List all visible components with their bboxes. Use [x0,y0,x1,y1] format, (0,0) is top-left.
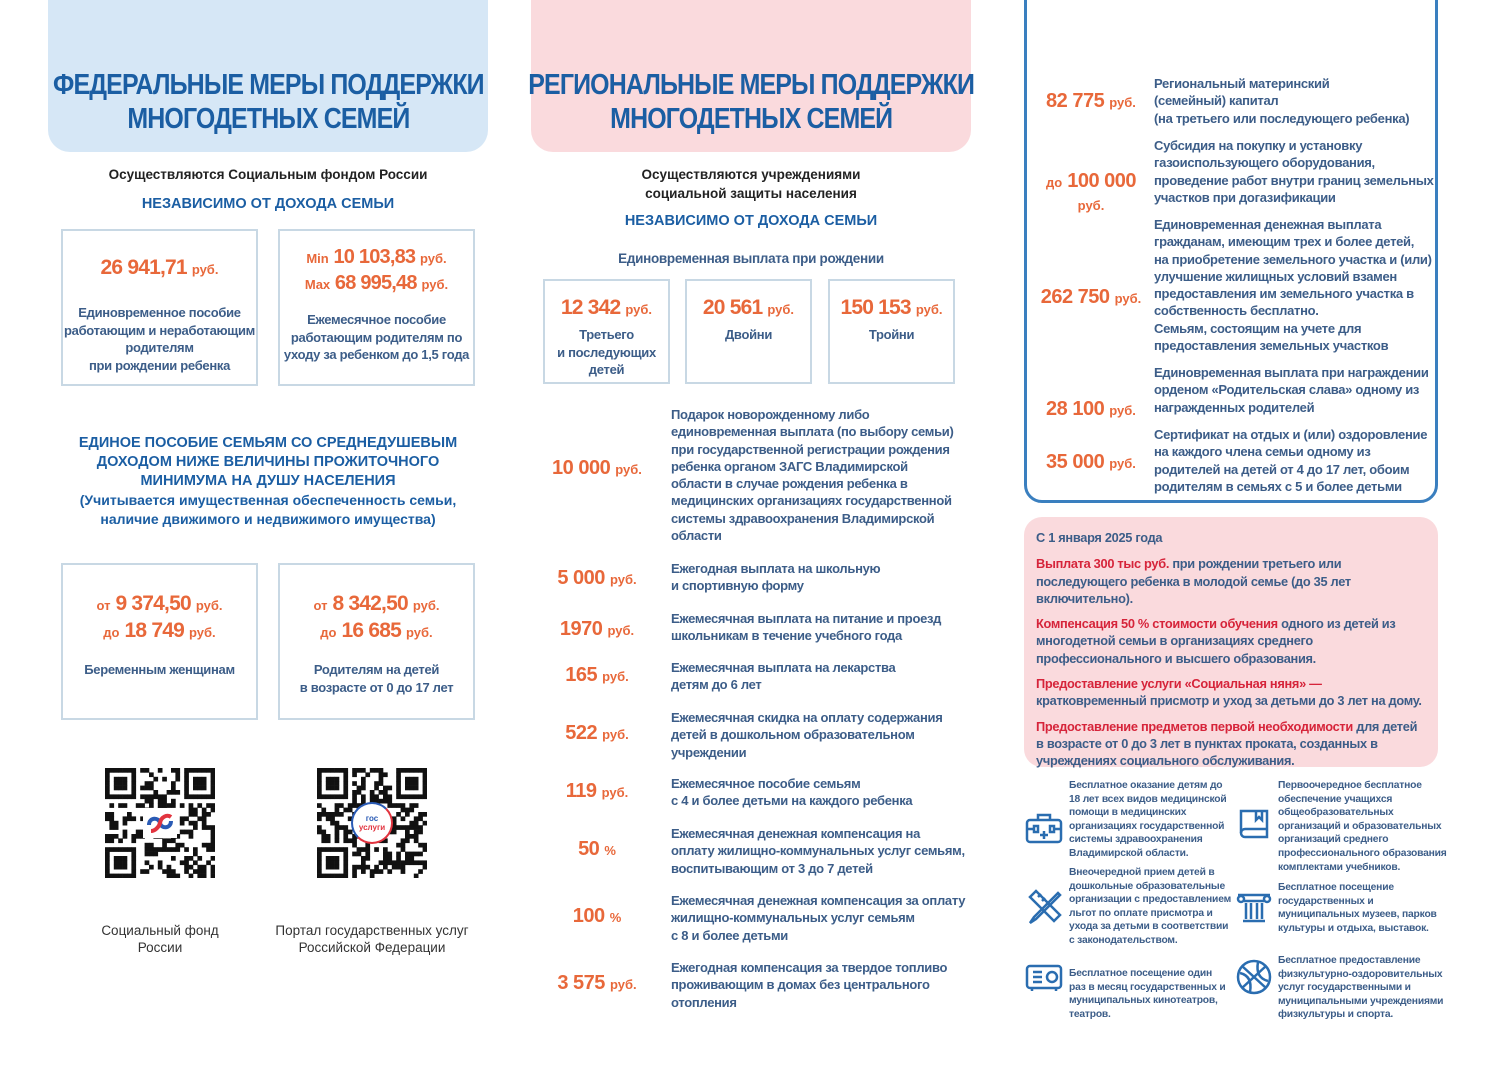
benefit-description: Единовременное пособие работающим и неработающим родителям при рождении ребенка [64,305,255,373]
federal-title: ФЕДЕРАЛЬНЫЕ МЕРЫ ПОДДЕРЖКИ МНОГОДЕТНЫХ СЕМЕЙ [52,69,484,135]
unified-benefit-box [61,563,258,720]
qr-code-sfr[interactable] [105,768,215,878]
measure-description: Ежегодная выплата на школьную и спортивную форму [671,561,881,594]
regional-provider: Осуществляются учреждениями социальной защиты населения [641,167,861,201]
benefit-amount: 26 941,71 руб. [100,256,219,279]
federal-header [48,0,488,152]
measure-amount: 50 % [578,838,616,860]
measure-description: Региональный материнский (семейный) капитал (на третьего или последующего ребенка) [1154,76,1410,126]
measure-amount: 1970 руб. [559,618,635,640]
projector-icon [1024,957,1064,997]
news-item: Предоставление предметов первой необходимости для детей в возрасте от 0 до 3 лет в пунктах проката, созданных в учреждениях социального обслуживания. [1036,718,1418,769]
amount-from: от 9 374,50 руб. [96,592,223,615]
measure-description: Сертификат на отдых и (или) оздоровление на каждого члена семьи одному из родителей на детей от 4 до 17 лет, обоим родителям в семьях с 5 и более детьми [1154,427,1428,494]
benefit-description: Беременным женщинам [84,662,235,677]
measure-amount: 119 руб. [565,780,629,802]
measure-description: Ежемесячная выплата на лекарства детям до 6 лет [671,660,896,693]
regional-title: РЕГИОНАЛЬНЫЕ МЕРЫ ПОДДЕРЖКИ МНОГОДЕТНЫХ СЕМЕЙ [528,69,974,135]
amount-to: до 16 685 руб. [320,619,433,642]
measure-description: Ежемесячная денежная компенсация на оплату жилищно-коммунальных услуг семьям, воспитывающим от 3 до 7 детей [671,826,965,876]
measure-description: Единовременная выплата при награждении орденом «Родительская слава» одному из награжденных родителей [1154,365,1429,415]
birth-amount: 20 561 руб. [702,296,795,319]
measure-description: Единовременная денежная выплата гражданам, имеющим трех и более детей, на приобретение земельного участка и (или) улучшение жилищных условий взамен предоставления им земельного участка в собственность бесплатно. Семьям, состоящим на учете для предоставления земельных участков [1154,217,1432,354]
benefit-text: Бесплатное посещение государственных и муниципальных музеев, парков культуры и отдыха, выставок. [1278,882,1437,934]
federal-provider: Осуществляются Социальным фондом России [108,167,428,182]
measure-amount: до 100 000 руб. [1045,170,1137,213]
news-item: Компенсация 50 % стоимости обучения одного из детей из многодетной семьи в организациях среднего профессионального и высшего образования. [1036,616,1396,666]
measure-description: Подарок новорожденному либо единовременная выплата (по выбору семьи) при государственной регистрации рождения ребенка органом ЗАГС Владимирской области в случае рождения ребенка в медицинских организациях государственной системы здравоохранения Владимирской области [671,407,954,544]
measure-amount: 5 000 руб. [557,567,637,589]
measure-description: Субсидия на покупку и установку газоиспользующего оборудования, проведение работ внутри границ земельных участков при догазификации [1154,138,1434,205]
measure-amount: 262 750 руб. [1040,286,1142,308]
measure-amount: 28 100 руб. [1046,398,1136,420]
measure-description: Ежемесячная выплата на питание и проезд школьникам в течение учебного года [671,611,942,644]
birth-payment-title: Единовременная выплата при рождении [618,251,884,266]
measure-description: Ежегодная компенсация за твердое топливо проживающим в домах без центрального отопления [671,960,948,1010]
news-item: Выплата 300 тыс руб. при рождении третьего или последующего ребенка в молодой семье (до 35 лет включительно). [1036,556,1351,606]
measure-amount: 82 775 руб. [1046,90,1136,112]
birth-payment-box [543,279,670,384]
news-heading: С 1 января 2025 года [1036,530,1163,545]
federal-benefit-box [61,229,258,386]
regional-income-note: НЕЗАВИСИМО ОТ ДОХОДА СЕМЬИ [624,213,878,229]
measure-amount: 10 000 руб. [552,457,642,479]
birth-amount: 12 342 руб. [560,296,653,319]
measure-description: Ежемесячная скидка на оплату содержания детей в дошкольном образовательном учреждении [671,710,943,760]
amount-to: до 18 749 руб. [103,619,216,642]
birth-label: Тройни [868,327,915,342]
ruler-pencil-icon [1024,887,1064,927]
federal-benefit-box [278,229,475,386]
birth-label: Третьего и последующих детей [557,327,656,377]
medical-kit-icon [1024,807,1064,847]
qr-caption-gosuslugi: Портал государственных услуг Российской Федерации [275,923,469,955]
benefit-text: Бесплатное посещение один раз в месяц государственных и муниципальных кинотеатров, театров. [1069,968,1226,1020]
measure-amount: 165 руб. [565,664,629,686]
news-item: Предоставление услуги «Социальная няня» — кратковременный присмотр и уход за детьми до 3 лет на дому. [1036,676,1422,709]
news-2025-box [1024,517,1438,767]
measure-description: Ежемесячное пособие семьям с 4 и более детьми на каждого ребенка [671,776,913,809]
benefit-text: Бесплатное предоставление физкультурно-оздоровительных услуг государственными и муниципальными учреждениями физкультуры и спорта. [1278,955,1444,1021]
unified-benefit-title: ЕДИНОЕ ПОСОБИЕ СЕМЬЯМ СО СРЕДНЕДУШЕВЫМ ДОХОДОМ НИЖЕ ВЕЛИЧИНЫ ПРОЖИТОЧНОГО МИНИМУМА НА ДУШУ НАСЕЛЕНИЯ [78,435,458,489]
birth-payment-box [685,279,812,384]
qr-code-gosuslugi[interactable] [317,768,427,878]
benefit-amount-max: Max 68 995,48 руб. [304,272,449,294]
benefit-text: Внеочередной прием детей в дошкольные образовательные организации с предоставлением льгот по оплате присмотра и ухода за детьми в соответствии с законодательством. [1069,867,1231,946]
birth-amount: 150 153 руб. [840,296,943,319]
benefit-description: Родителям на детей в возрасте от 0 до 17 лет [299,662,454,695]
ball-icon [1234,957,1274,997]
benefit-text: Бесплатное оказание детям до 18 лет всех видов медицинской помощи в медицинских организациях государственной системы здравоохранения Владимирской области. [1069,780,1227,859]
measure-amount: 100 % [572,905,622,927]
unified-benefit-box [278,563,475,720]
birth-label: Двойни [724,327,773,342]
museum-column-icon [1234,887,1274,927]
qr-caption-sfr: Социальный фонд России [101,923,219,955]
benefit-description: Ежемесячное пособие работающим родителям по уходу за ребенком до 1,5 года [283,312,470,362]
amount-from: от 8 342,50 руб. [313,592,440,615]
measure-amount: 3 575 руб. [557,972,637,994]
measure-description: Ежемесячная денежная компенсация за оплату жилищно-коммунальных услуг семьям с 8 и более детьми [671,893,966,943]
gosuslugi-logo-icon: гос услуги [351,802,393,844]
unified-benefit-note: (Учитывается имущественная обеспеченность семьи, наличие движимого и недвижимого имущества) [79,492,457,527]
book-icon [1234,805,1274,845]
benefit-amount-min: Min 10 103,83 руб. [306,246,447,268]
federal-income-note: НЕЗАВИСИМО ОТ ДОХОДА СЕМЬИ [141,196,395,212]
measure-amount: 522 руб. [565,722,629,744]
regional-header [528,0,974,152]
birth-payment-box [828,279,955,384]
benefit-text: Первоочередное бесплатное обеспечение учащихся общеобразовательных организаций и образовательных организаций среднего профессионального образования комплектами учебников. [1278,780,1447,873]
measure-amount: 35 000 руб. [1046,451,1136,473]
sfr-logo-icon [143,808,177,838]
